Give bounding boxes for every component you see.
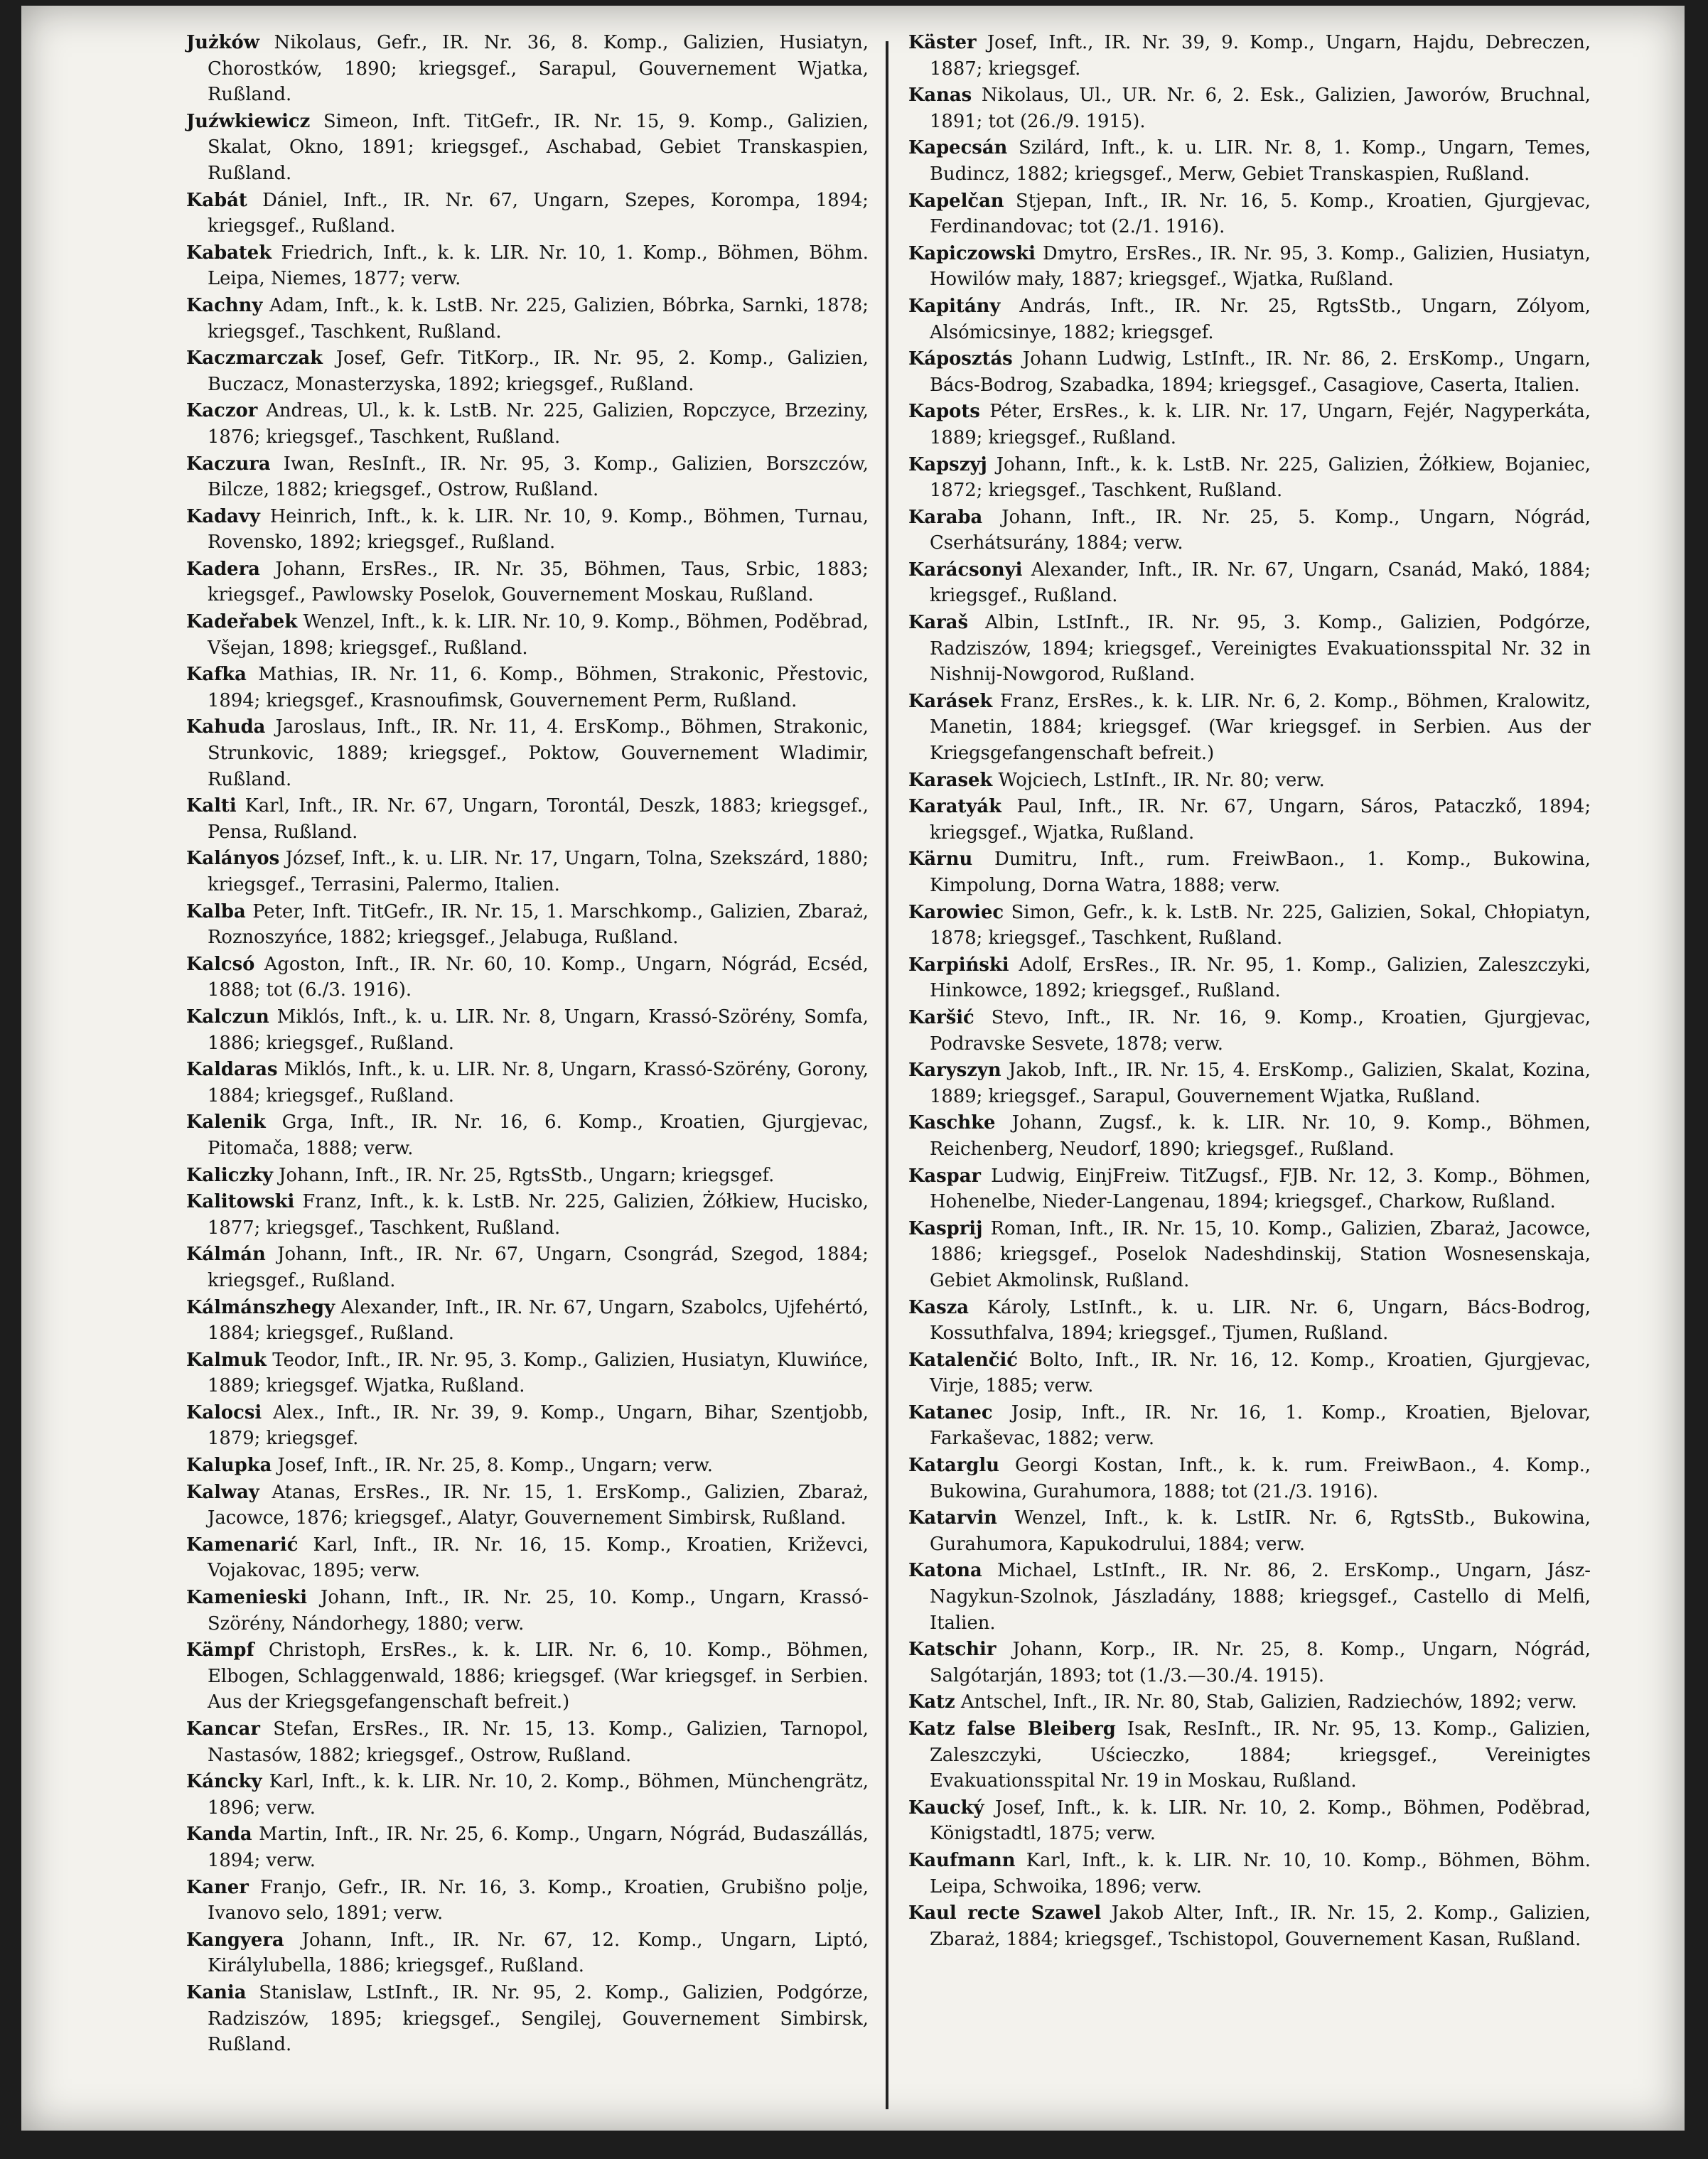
list-entry [186,1480,869,1531]
list-entry [186,793,869,845]
entry-surname: Kaspar [908,1165,982,1187]
list-entry [908,794,1591,846]
entry-surname: Jużków [186,32,259,53]
entry-surname: Kalba [186,900,246,922]
entry-details: Friedrich, Inft., k. k. LIR. Nr. 10, 1. Komp., Böhmen, Böhm. Leipa, Niemes, 1877; verw. [208,242,869,290]
list-entry [186,1242,869,1293]
list-entry [186,30,869,108]
entry-surname: Kaczura [186,453,271,475]
entry-surname: Kangyera [186,1929,284,1951]
entry-details: Stanislaw, LstInft., IR. Nr. 95, 2. Komp., Galizien, Podgórze, Radziszów, 1895; kriegsgef., Sengilej, Gouvernement Simbirsk, Rußland. [208,1981,869,2056]
entry-details: Paul, Inft., IR. Nr. 67, Ungarn, Sáros, Pataczkő, 1894; kriegsgef., Wjatka, Rußland. [930,796,1591,844]
list-entry [908,1505,1591,1557]
entry-details: András, Inft., IR. Nr. 25, RgtsStb., Ungarn, Zólyom, Alsómicsinye, 1882; kriegsgef. [930,295,1591,343]
list-entry [186,345,869,397]
entry-surname: Kalmuk [186,1349,267,1371]
entry-surname: Kalti [186,795,237,817]
entry-details: Michael, LstInft., IR. Nr. 86, 2. ErsKomp., Ungarn, Jász-Nagykun-Szolnok, Jászladány, 1888; kriegsgef., Castello di Melfi, Italien. [930,1560,1591,1634]
list-entry [186,1295,869,1347]
entry-surname: Kalczun [186,1006,269,1028]
entry-surname: Katalenčić [908,1349,1018,1371]
list-entry [908,1848,1591,1900]
entry-surname: Karšić [908,1006,974,1028]
list-entry [908,399,1591,451]
list-entry [186,1453,869,1479]
list-entry [186,1189,869,1241]
entry-details: Iwan, ResInft., IR. Nr. 95, 3. Komp., Galizien, Borszczów, Bilcze, 1882; kriegsgef., Ostrow, Rußland. [208,453,869,501]
entry-surname: Kahuda [186,716,266,738]
entry-details: Georgi Kostan, Inft., k. k. rum. FreiwBaon., 4. Komp., Bukowina, Gurahumora, 1888; tot (21./3. 1916). [930,1455,1591,1502]
entry-details: Bolto, Inft., IR. Nr. 16, 12. Komp., Kroatien, Gjurgjevac, Virje, 1885; verw. [930,1349,1591,1397]
entry-surname: Kapszyj [908,453,987,475]
entry-details: Szilárd, Inft., k. u. LIR. Nr. 8, 1. Komp., Ungarn, Temes, Budincz, 1882; kriegsgef., Merw, Gebiet Transkaspien, Rußland. [930,137,1591,185]
entry-details: Andreas, Ul., k. k. LstB. Nr. 225, Galizien, Ropczyce, Brzeziny, 1876; kriegsgef., Taschkent, Rußland. [208,400,869,448]
entry-surname: Karatyák [908,796,1001,818]
list-entry [186,240,869,292]
list-entry [908,846,1591,898]
entry-details: Karl, Inft., k. k. LIR. Nr. 10, 10. Komp., Böhmen, Böhm. Leipa, Schwoika, 1896; verw. [930,1849,1591,1897]
list-entry [186,1927,869,1979]
entry-details: Jakob Alter, Inft., IR. Nr. 15, 2. Komp., Galizien, Zbaraż, 1884; kriegsgef., Tschistopol, Gouvernement Kasan, Rußland. [930,1902,1591,1950]
list-entry [186,1716,869,1768]
entry-surname: Kärnu [908,849,973,871]
entry-surname: Katarvin [908,1507,997,1529]
entry-surname: Kaucký [908,1797,984,1819]
entry-details: Dmytro, ErsRes., IR. Nr. 95, 3. Komp., Galizien, Husiatyn, Howilów mały, 1887; kriegsgef., Wjatka, Rußland. [930,242,1591,291]
list-entry [908,1795,1591,1847]
entry-details: Johann, Korp., IR. Nr. 25, 8. Komp., Ungarn, Nógrád, Salgótarján, 1893; tot (1./3.—30./4. 1915). [930,1639,1591,1686]
entry-details: Johann Ludwig, LstInft., IR. Nr. 86, 2. ErsKomp., Ungarn, Bács-Bodrog, Szabadka, 1894; kriegsgef., Casagiove, Caserta, Italien. [930,348,1591,396]
entry-details: Miklós, Inft., k. u. LIR. Nr. 8, Ungarn, Krassó-Szörény, Gorony, 1884; kriegsgef., Rußland. [208,1059,869,1107]
entry-details: Alex., Inft., IR. Nr. 39, 9. Komp., Ungarn, Bihar, Szentjobb, 1879; kriegsgef. [208,1401,869,1450]
entry-surname: Kalcsó [186,953,255,975]
entry-surname: Kalenik [186,1111,266,1134]
entry-surname: Kabát [186,189,247,211]
entry-surname: Kaschke [908,1112,996,1134]
entry-surname: Kancar [186,1718,260,1740]
entry-details: Johann, Inft., IR. Nr. 25, RgtsStb., Ungarn; kriegsgef. [279,1164,775,1186]
list-entry [908,1057,1591,1109]
entry-details: Johann, ErsRes., IR. Nr. 35, Böhmen, Taus, Srbic, 1883; kriegsgef., Pawlowsky Poselok, Gouvernement Moskau, Rußland. [208,558,869,606]
list-entry [908,610,1591,688]
entry-details: Albin, LstInft., IR. Nr. 95, 3. Komp., Galizien, Podgórze, Radziszów, 1894; kriegsgef., Vereinigtes Evakuationsspital Nr. 32 in Nishnij-Nowgorod, Rußland. [930,612,1591,686]
list-entry [186,1980,869,2058]
entry-details: Johann, Inft., k. k. LstB. Nr. 225, Galizien, Żółkiew, Bojaniec, 1872; kriegsgef., Taschkent, Rußland. [930,453,1591,502]
list-entry [908,505,1591,556]
entry-surname: Kasza [908,1296,970,1318]
list-entry [908,952,1591,1004]
list-entry [908,1716,1591,1794]
entry-surname: Karásek [908,690,993,712]
list-entry [908,294,1591,345]
entry-surname: Kapelčan [908,190,1004,212]
entry-surname: Kaner [186,1876,249,1898]
entry-surname: Kapots [908,401,980,423]
entry-details: Josef, Gefr. TitKorp., IR. Nr. 95, 2. Komp., Galizien, Buczacz, Monasterzyska, 1892; kriegsgef., Rußland. [208,348,869,395]
entry-surname: Katarglu [908,1455,999,1477]
entry-details: Simon, Gefr., k. k. LstB. Nr. 225, Galizien, Sokal, Chłopiatyn, 1878; kriegsgef., Taschkent, Rußland. [930,901,1591,949]
list-entry [908,1005,1591,1057]
scanned-page [21,6,1685,2131]
entry-details: Ludwig, EinjFreiw. TitZugsf., FJB. Nr. 12, 3. Komp., Böhmen, Hohenelbe, Nieder-Langenau, 1894; kriegsgef., Charkow, Rußland. [930,1165,1591,1213]
entry-surname: Kaczmarczak [186,348,323,370]
entry-surname: Kaczor [186,400,258,422]
entry-details: Nikolaus, Ul., UR. Nr. 6, 2. Esk., Galizien, Jaworów, Bruchnal, 1891; tot (26./9. 1915). [930,85,1591,132]
entry-surname: Kafka [186,664,247,686]
list-entry [908,30,1591,82]
list-entry [908,1347,1591,1399]
entry-details: Stevo, Inft., IR. Nr. 16, 9. Komp., Kroatien, Gjurgjevac, Podravske Sesvete, 1878; verw. [930,1006,1591,1055]
entry-details: Roman, Inft., IR. Nr. 15, 10. Komp., Galizien, Zbaraż, Jacowce, 1886; kriegsgef., Poselok Nadeshdinskij, Station Wosnesenskaja, Gebiet Akmolinsk, Rußland. [930,1217,1591,1291]
entry-details: Alexander, Inft., IR. Nr. 67, Ungarn, Szabolcs, Ujfehértó, 1884; kriegsgef., Rußland. [208,1296,869,1345]
entry-surname: Katschir [908,1639,997,1661]
list-entry [186,1821,869,1873]
list-entry [908,452,1591,504]
list-entry [186,609,869,661]
entry-surname: Katz [908,1691,955,1713]
entry-surname: Kanas [908,85,972,107]
list-entry [186,556,869,608]
entry-details: Wenzel, Inft., k. k. LIR. Nr. 10, 9. Komp., Böhmen, Poděbrad, Všejan, 1898; kriegsgef., Rußland. [208,611,869,659]
entry-details: Josip, Inft., IR. Nr. 16, 1. Komp., Kroatien, Bjelovar, Farkaševac, 1882; verw. [930,1401,1591,1450]
list-entry [186,662,869,714]
entry-surname: Kaufmann [908,1849,1016,1871]
list-entry [186,1347,869,1399]
list-entry [908,689,1591,767]
entry-details: Johann, Inft., IR. Nr. 67, Ungarn, Csongrád, Szegod, 1884; kriegsgef., Rußland. [208,1244,869,1291]
list-entry [186,714,869,792]
list-entry [186,1400,869,1452]
entry-details: József, Inft., k. u. LIR. Nr. 17, Ungarn, Tolna, Szekszárd, 1880; kriegsgef., Terrasini, Palermo, Italien. [208,848,869,895]
entry-details: Adam, Inft., k. k. LstB. Nr. 225, Galizien, Bóbrka, Sarnki, 1878; kriegsgef., Taschkent, Rußland. [208,294,869,343]
entry-surname: Kämpf [186,1640,254,1662]
entry-surname: Käster [908,32,977,53]
entry-surname: Kalupka [186,1455,272,1477]
list-entry [908,82,1591,134]
entry-details: Franz, ErsRes., k. k. LIR. Nr. 6, 2. Komp., Böhmen, Kralowitz, Manetin, 1884; kriegsgef. (War kriegsgef. in Serbien. Aus der Kriegsgefangenschaft befreit.) [930,690,1591,765]
list-entry [186,1004,869,1056]
list-entry [908,241,1591,293]
entry-details: Isak, ResInft., IR. Nr. 95, 13. Komp., Galizien, Zaleszczyki, Uścieczko, 1884; kriegsgef., Vereinigtes Evakuationsspital Nr. 19 in Moskau, Rußland. [930,1718,1591,1792]
entry-details: Antschel, Inft., IR. Nr. 80, Stab, Galizien, Radziechów, 1892; verw. [960,1691,1577,1713]
entry-details: Atanas, ErsRes., IR. Nr. 15, 1. ErsKomp., Galizien, Zbaraż, Jacowce, 1876; kriegsgef., Alatyr, Gouvernement Simbirsk, Rußland. [208,1481,869,1529]
list-entry [186,1057,869,1109]
entry-details: Karl, Inft., IR. Nr. 16, 15. Komp., Kroatien, Križevci, Vojakovac, 1895; verw. [208,1534,869,1582]
entry-details: Stjepan, Inft., IR. Nr. 16, 5. Komp., Kroatien, Gjurgjevac, Ferdinandovac; tot (2./1. 1916). [930,190,1591,238]
entry-details: Franz, Inft., k. k. LstB. Nr. 225, Galizien, Żółkiew, Hucisko, 1877; kriegsgef., Taschkent, Rußland. [208,1191,869,1239]
list-entry [908,1216,1591,1294]
entry-details: Dániel, Inft., IR. Nr. 67, Ungarn, Szepes, Korompa, 1894; kriegsgef., Rußland. [208,189,869,237]
entry-details: Alexander, Inft., IR. Nr. 67, Ungarn, Csanád, Makó, 1884; kriegsgef., Rußland. [930,559,1591,607]
entry-surname: Kaldaras [186,1059,278,1081]
entry-surname: Karaš [908,612,968,634]
entry-details: Peter, Inft. TitGefr., IR. Nr. 15, 1. Marschkomp., Galizien, Zbaraż, Roznoszyńce, 1882; kriegsgef., Jelabuga, Rußland. [208,900,869,949]
list-entry [186,899,869,951]
list-entry [908,900,1591,952]
entry-surname: Kapecsán [908,137,1008,159]
entry-details: Jakob, Inft., IR. Nr. 15, 4. ErsKomp., Galizien, Skalat, Kozina, 1889; kriegsgef., Sarapul, Gouvernement Wjatka, Rußland. [930,1060,1591,1107]
entry-surname: Kalocsi [186,1401,262,1423]
entry-surname: Karowiec [908,901,1004,923]
list-entry [908,1400,1591,1452]
entry-surname: Kapitány [908,295,1001,317]
list-entry [186,1769,869,1821]
entry-details: Christoph, ErsRes., k. k. LIR. Nr. 6, 10. Komp., Böhmen, Elbogen, Schlaggenwald, 1886; kriegsgef. (War kriegsgef. in Serbien. Aus der Kriegsgefangenschaft befreit.) [208,1640,869,1713]
list-entry [186,1109,869,1161]
entry-details: Franjo, Gefr., IR. Nr. 16, 3. Komp., Kroatien, Grubišno polje, Ivanovo selo, 1891; verw. [208,1876,869,1924]
entry-details: Adolf, ErsRes., IR. Nr. 95, 1. Komp., Galizien, Zaleszczyki, Hinkowce, 1892; kriegsgef., Rußland. [930,954,1591,1002]
entry-details: Wenzel, Inft., k. k. LstIR. Nr. 6, RgtsStb., Bukowina, Gurahumora, Kapukodrului, 1884; verw. [930,1507,1591,1555]
entry-details: Stefan, ErsRes., IR. Nr. 15, 13. Komp., Galizien, Tarnopol, Nastasów, 1882; kriegsgef., Ostrow, Rußland. [208,1718,869,1766]
entry-details: Karl, Inft., IR. Nr. 67, Ungarn, Torontál, Deszk, 1883; kriegsgef., Pensa, Rußland. [208,795,869,843]
list-entry [186,1163,869,1189]
entry-surname: Kaul recte Szawel [908,1902,1102,1924]
entry-surname: Juźwkiewicz [186,110,311,132]
entry-surname: Karpiński [908,954,1009,976]
entry-surname: Kadavy [186,505,260,527]
entry-surname: Kálmán [186,1244,266,1266]
entry-details: Johann, Inft., IR. Nr. 25, 10. Komp., Ungarn, Krassó-Szörény, Nándorhegy, 1880; verw. [208,1587,869,1635]
entry-details: Wojciech, LstInft., IR. Nr. 80; verw. [998,769,1325,791]
list-entry [908,1453,1591,1504]
entry-surname: Katona [908,1560,982,1582]
entry-surname: Káncky [186,1771,262,1793]
entry-details: Heinrich, Inft., k. k. LIR. Nr. 10, 9. Komp., Böhmen, Turnau, Rovensko, 1892; kriegsgef., Rußland. [208,505,869,554]
entry-details: Josef, Inft., k. k. LIR. Nr. 10, 2. Komp., Böhmen, Poděbrad, Königstadtl, 1875; verw. [930,1797,1591,1845]
entry-surname: Kadeřabek [186,611,298,633]
list-entry [908,346,1591,398]
entry-details: Dumitru, Inft., rum. FreiwBaon., 1. Komp., Bukowina, Kimpolung, Dorna Watra, 1888; verw. [930,849,1591,896]
list-entry [186,451,869,503]
entry-details: Károly, LstInft., k. u. LIR. Nr. 6, Ungarn, Bács-Bodrog, Kossuthfalva, 1894; kriegsgef., Tjumen, Rußland. [930,1296,1591,1345]
entry-surname: Kalányos [186,848,280,870]
entry-details: Simeon, Inft. TitGefr., IR. Nr. 15, 9. Komp., Galizien, Skalat, Okno, 1891; kriegsgef., Aschabad, Gebiet Transkaspien, Rußland. [208,110,869,184]
entry-details: Martin, Inft., IR. Nr. 25, 6. Komp., Ungarn, Nógrád, Budaszállás, 1894; verw. [208,1824,869,1871]
entry-details: Péter, ErsRes., k. k. LIR. Nr. 17, Ungarn, Fejér, Nagyperkáta, 1889; kriegsgef., Rußland. [930,401,1591,448]
list-entry [908,557,1591,609]
list-entry [186,188,869,239]
list-entry [186,846,869,898]
list-entry [908,1558,1591,1636]
entry-surname: Karácsonyi [908,559,1023,581]
entry-details: Teodor, Inft., IR. Nr. 95, 3. Komp., Galizien, Husiatyn, Kluwińce, 1889; kriegsgef. Wjatka, Rußland. [208,1349,869,1397]
right-column [908,30,1591,1953]
entry-details: Johann, Inft., IR. Nr. 25, 5. Komp., Ungarn, Nógrád, Cserhátsurány, 1884; verw. [930,506,1591,554]
entry-surname: Kamenieski [186,1587,308,1609]
entry-surname: Kachny [186,294,263,316]
entry-details: Grga, Inft., IR. Nr. 16, 6. Komp., Kroatien, Gjurgjevac, Pitomača, 1888; verw. [208,1111,869,1159]
entry-details: Johann, Zugsf., k. k. LIR. Nr. 10, 9. Komp., Böhmen, Reichenberg, Neudorf, 1890; kriegsgef., Rußland. [930,1112,1591,1160]
list-entry [186,1532,869,1584]
entry-details: Karl, Inft., k. k. LIR. Nr. 10, 2. Komp., Böhmen, Münchengrätz, 1896; verw. [208,1771,869,1819]
entry-details: Johann, Inft., IR. Nr. 67, 12. Komp., Ungarn, Liptó, Királylubella, 1886; kriegsgef., Rußland. [208,1929,869,1977]
list-entry [908,188,1591,240]
list-entry [908,1110,1591,1162]
list-entry [186,952,869,1003]
entry-details: Jaroslaus, Inft., IR. Nr. 11, 4. ErsKomp., Böhmen, Strakonic, Strunkovic, 1889; kriegsgef., Poktow, Gouvernement Wladimir, Rußland. [208,716,869,790]
entry-surname: Kalitowski [186,1191,295,1213]
list-entry [908,1163,1591,1215]
list-entry [186,293,869,345]
entry-details: Josef, Inft., IR. Nr. 25, 8. Komp., Ungarn; verw. [277,1455,713,1477]
list-entry [908,1637,1591,1689]
list-entry [186,398,869,450]
list-entry [908,768,1591,794]
column-divider [886,41,888,2109]
entry-surname: Kasprij [908,1217,983,1239]
list-entry [186,1585,869,1637]
entry-details: Miklós, Inft., k. u. LIR. Nr. 8, Ungarn, Krassó-Szörény, Somfa, 1886; kriegsgef., Rußland. [208,1006,869,1054]
entry-surname: Karasek [908,769,993,791]
left-column [186,30,869,2059]
entry-surname: Katanec [908,1401,993,1423]
list-entry [186,1637,869,1716]
list-entry [908,1689,1591,1716]
entry-surname: Kania [186,1981,247,2003]
entry-surname: Kabatek [186,242,272,264]
entry-surname: Kamenarić [186,1534,299,1556]
list-entry [186,1875,869,1927]
entry-details: Nikolaus, Gefr., IR. Nr. 36, 8. Komp., Galizien, Husiatyn, Chorostków, 1890; kriegsgef., Sarapul, Gouvernement Wjatka, Rußland. [208,32,869,106]
entry-surname: Katz false Bleiberg [908,1718,1116,1740]
list-entry [908,1900,1591,1952]
entry-details: Agoston, Inft., IR. Nr. 60, 10. Komp., Ungarn, Nógrád, Ecséd, 1888; tot (6./3. 1916). [208,953,869,1001]
list-entry [908,1295,1591,1347]
entry-surname: Karaba [908,506,983,528]
entry-surname: Kaliczky [186,1164,273,1186]
entry-surname: Kálmánszhegy [186,1296,335,1318]
entry-details: Mathias, IR. Nr. 11, 6. Komp., Böhmen, Strakonic, Přestovic, 1894; kriegsgef., Krasnoufimsk, Gouvernement Perm, Rußland. [208,664,869,711]
entry-surname: Kanda [186,1824,252,1846]
list-entry [908,135,1591,187]
list-entry [186,504,869,556]
entry-surname: Karyszyn [908,1060,1001,1082]
entry-details: Josef, Inft., IR. Nr. 39, 9. Komp., Ungarn, Hajdu, Debreczen, 1887; kriegsgef. [930,32,1591,80]
entry-surname: Kapiczowski [908,242,1036,264]
entry-surname: Káposztás [908,348,1013,370]
entry-surname: Kalway [186,1481,259,1503]
list-entry [186,109,869,187]
entry-surname: Kadera [186,558,260,580]
